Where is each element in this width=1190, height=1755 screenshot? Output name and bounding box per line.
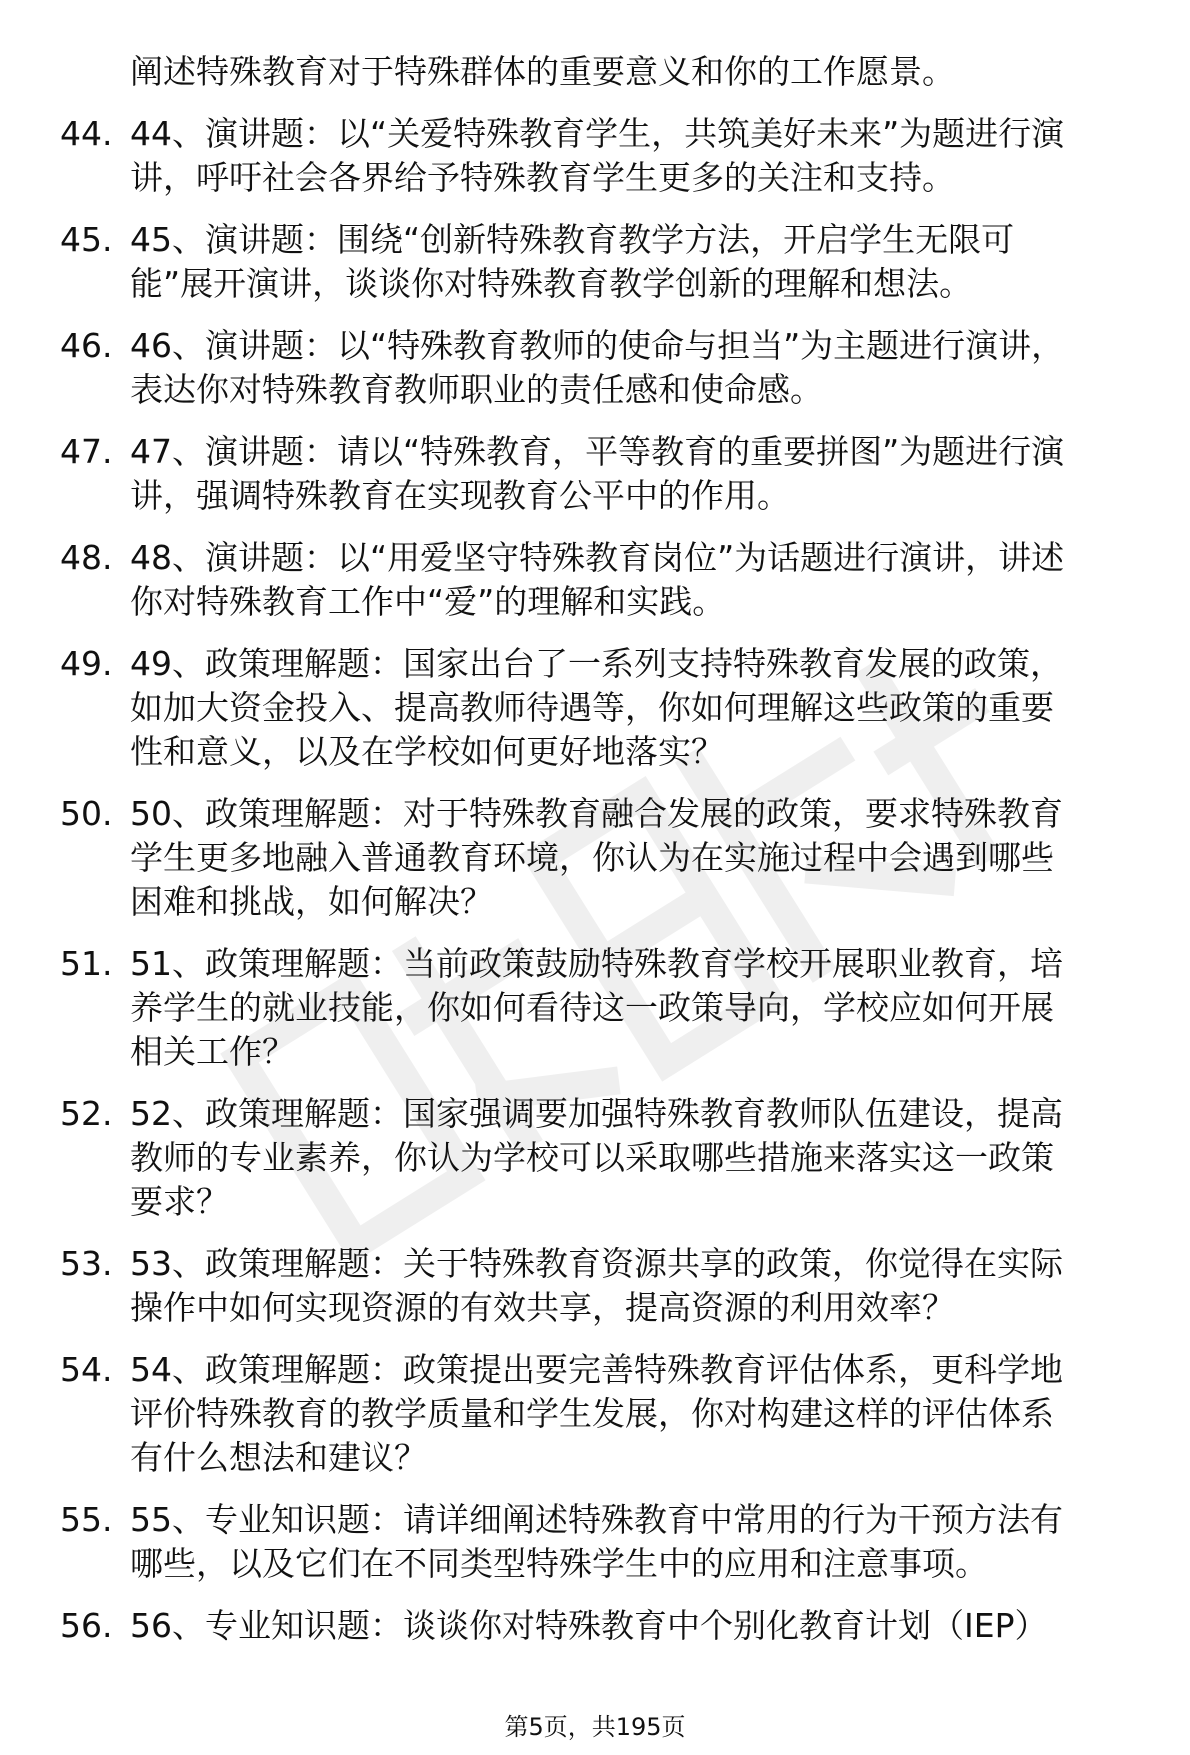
item-text-line: 44、演讲题：以“关爱特殊教育学生，共筑美好未来”为题进行演 <box>130 114 1065 153</box>
item-number: 44. <box>60 114 113 153</box>
question-list-region <box>60 50 1150 1666</box>
question-list <box>60 112 1150 1648</box>
item-text-line: 52、政策理解题：国家强调要加强特殊教育教师队伍建设，提高 <box>130 1094 1063 1133</box>
list-item <box>60 1242 1150 1330</box>
item-number: 56. <box>60 1606 113 1645</box>
item-number: 53. <box>60 1244 113 1283</box>
list-item <box>60 1498 1150 1586</box>
page-number-label: 第5页，共195页 <box>504 1713 686 1741</box>
item-text-line: 45、演讲题：围绕“创新特殊教育教学方法，开启学生无限可 <box>130 220 1015 259</box>
item-number: 46. <box>60 326 113 365</box>
list-item <box>60 792 1150 924</box>
item-number: 52. <box>60 1094 113 1133</box>
page-footer <box>0 1712 1190 1742</box>
list-item <box>60 1348 1150 1480</box>
item-number: 48. <box>60 538 113 577</box>
list-item <box>60 642 1150 774</box>
item-text-line: 表达你对特殊教育教师职业的责任感和使命感。 <box>130 370 823 409</box>
item-number: 45. <box>60 220 113 259</box>
item-text-line: 养学生的就业技能，你如何看待这一政策导向，学校应如何开展 <box>130 988 1054 1027</box>
item-number: 55. <box>60 1500 113 1539</box>
item-text-line: 48、演讲题：以“用爱坚守特殊教育岗位”为话题进行演讲，讲述 <box>130 538 1065 577</box>
item-text-line: 操作中如何实现资源的有效共享，提高资源的利用效率？ <box>130 1288 955 1327</box>
list-item <box>60 942 1150 1074</box>
list-item <box>60 536 1150 624</box>
item-text-line: 50、政策理解题：对于特殊教育融合发展的政策，要求特殊教育 <box>130 794 1063 833</box>
item-text-line: 47、演讲题：请以“特殊教育，平等教育的重要拼图”为题进行演 <box>130 432 1065 471</box>
item-text-line: 51、政策理解题：当前政策鼓励特殊教育学校开展职业教育，培 <box>130 944 1063 983</box>
item-text-line: 性和意义，以及在学校如何更好地落实？ <box>130 732 724 771</box>
item-text-line: 49、政策理解题：国家出台了一系列支持特殊教育发展的政策， <box>130 644 1063 683</box>
item-number: 47. <box>60 432 113 471</box>
list-item <box>60 112 1150 200</box>
list-item <box>60 324 1150 412</box>
list-item <box>60 430 1150 518</box>
item-text-line: 教师的专业素养，你认为学校可以采取哪些措施来落实这一政策 <box>130 1138 1054 1177</box>
item-text-line: 55、专业知识题：请详细阐述特殊教育中常用的行为干预方法有 <box>130 1500 1063 1539</box>
item-text-line: 困难和挑战，如何解决？ <box>130 882 493 921</box>
item-text-line: 讲，呼吁社会各界给予特殊教育学生更多的关注和支持。 <box>130 158 955 197</box>
item-text-line: 有什么想法和建议？ <box>130 1438 427 1477</box>
item-number: 50. <box>60 794 113 833</box>
item-text-line: 讲，强调特殊教育在实现教育公平中的作用。 <box>130 476 790 515</box>
item-number: 49. <box>60 644 113 683</box>
item-text-line: 能”展开演讲，谈谈你对特殊教育教学创新的理解和想法。 <box>130 264 973 303</box>
item-text-line: 你对特殊教育工作中“爱”的理解和实践。 <box>130 582 726 621</box>
item-text-line: 如加大资金投入、提高教师待遇等，你如何理解这些政策的重要 <box>130 688 1054 727</box>
item-text-line: 46、演讲题：以“特殊教育教师的使命与担当”为主题进行演讲， <box>130 326 1065 365</box>
list-item <box>60 218 1150 306</box>
item-text-line: 要求？ <box>130 1182 229 1221</box>
item-text-line: 哪些，以及它们在不同类型特殊学生中的应用和注意事项。 <box>130 1544 988 1583</box>
list-item <box>60 1604 1150 1648</box>
item-text-line: 56、专业知识题：谈谈你对特殊教育中个别化教育计划（IEP） <box>130 1606 1048 1645</box>
item-number: 54. <box>60 1350 113 1389</box>
item-text-line: 学生更多地融入普通教育环境，你认为在实施过程中会遇到哪些 <box>130 838 1054 877</box>
continuation-line: 阐述特殊教育对于特殊群体的重要意义和你的工作愿景。 <box>130 52 955 91</box>
list-item <box>60 1092 1150 1224</box>
item-text-line: 相关工作？ <box>130 1032 295 1071</box>
item-number: 51. <box>60 944 113 983</box>
item-text-line: 评价特殊教育的教学质量和学生发展，你对构建这样的评估体系 <box>130 1394 1054 1433</box>
item-text-line: 54、政策理解题：政策提出要完善特殊教育评估体系，更科学地 <box>130 1350 1063 1389</box>
item-text-line: 53、政策理解题：关于特殊教育资源共享的政策，你觉得在实际 <box>130 1244 1063 1283</box>
